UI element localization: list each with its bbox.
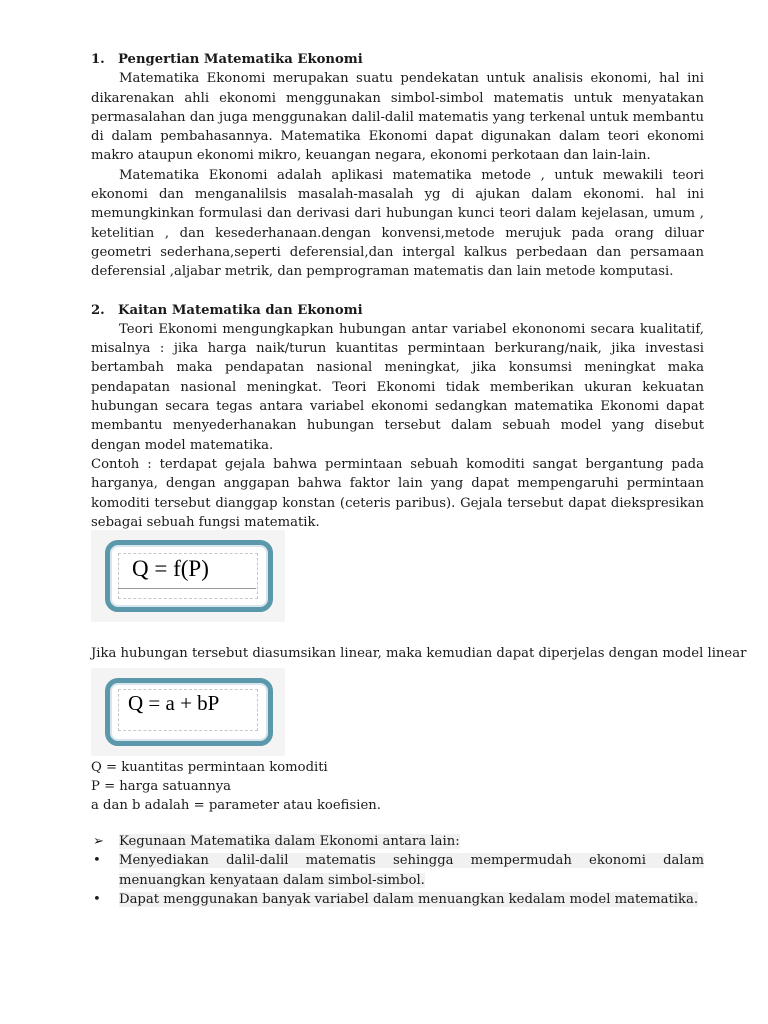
formula-1-image xyxy=(91,530,285,622)
list-item-text: Dapat menggunakan banyak variabel dalam menuangkan kedalam model matematika. xyxy=(119,891,699,907)
document-body xyxy=(91,50,704,532)
legend-p: P = harga satuannya xyxy=(91,779,232,794)
section-2-title: Kaitan Matematika dan Ekonomi xyxy=(118,302,363,318)
list-item-text: Menyediakan dalil-dalil matematis sehingga mempermudah ekonomi dalam menuangkan kenyataan dalam simbol-simbol. xyxy=(119,853,704,888)
formula-2-image xyxy=(91,668,285,756)
arrow-bullet-icon: ➢ xyxy=(93,834,105,849)
section-1-paragraph-2: Matematika Ekonomi adalah aplikasi matematika metode , untuk mewakili teori ekonomi dan menganalilsis masalah-masalah yg di ajukan dalam ekonomi. hal ini memungkinkan formulasi dan derivasi dari hubungan kunci teori dalam kejelasan, umum , ketelitian , dan kesederhanaan.dengan konvensi,metode merujuk pada orang diluar geometri sederhana,seperti deferensial,dan intergal kalkus perbedaan dan persamaan deferensial ,aljabar metrik, dan pemprograman matematis dan lain metode komputasi. xyxy=(91,167,704,280)
section-1-heading xyxy=(91,50,704,69)
list-item xyxy=(91,890,704,909)
formula-1-frame xyxy=(105,540,273,612)
bullet-icon: • xyxy=(93,891,101,907)
uses-list xyxy=(91,832,704,909)
uses-intro xyxy=(91,832,704,851)
section-1-title: Pengertian Matematika Ekonomi xyxy=(118,52,363,67)
formula-2-frame xyxy=(105,678,273,746)
section-2-example: Contoh : terdapat gejala bahwa permintaan sebuah komoditi sangat bergantung pada harganya, dengan anggapan bahwa faktor lain yang dapat mempengaruhi permintaan komoditi tersebut dianggap konstan (ceteris paribus). Gejala tersebut dapat diekspresikan sebagai sebuah fungsi matematik. xyxy=(91,456,704,530)
variable-legend xyxy=(91,758,381,815)
uses-intro-text: Kegunaan Matematika dalam Ekonomi antara lain: xyxy=(119,834,460,849)
linear-model-text: Jika hubungan tersebut diasumsikan linear, maka kemudian dapat diperjelas dengan model linear xyxy=(91,646,747,661)
section-1-paragraph-1: Matematika Ekonomi merupakan suatu pendekatan untuk analisis ekonomi, hal ini dikarenakan ahli ekonomi menggunakan simbol-simbol matematis untuk menyatakan permasalahan dan juga menggunakan dalil-dalil matematis yang terkenal untuk membantu di dalam pembahasannya. Matematika Ekonomi dapat digunakan dalam teori ekonomi makro ataupun ekonomi mikro, keuangan negara, ekonomi perkotaan dan lain-lain. xyxy=(91,71,704,164)
formula-1-text: Q = f(P) xyxy=(132,556,209,581)
section-2-number: 2. xyxy=(91,302,105,318)
formula-2-text: Q = a + bP xyxy=(128,691,220,715)
legend-ab: a dan b adalah = parameter atau koefisien. xyxy=(91,798,381,813)
section-2-heading xyxy=(91,301,704,320)
list-item xyxy=(91,851,704,890)
bullet-icon: • xyxy=(93,853,101,869)
legend-q: Q = kuantitas permintaan komoditi xyxy=(91,760,328,775)
section-1-number: 1. xyxy=(91,52,105,67)
section-2-paragraph: Teori Ekonomi mengungkapkan hubungan antar variabel ekononomi secara kualitatif, misalnya : jika harga naik/turun kuantitas permintaan berkurang/naik, jika investasi bertambah maka pendapatan nasional meningkat, jika konsumsi meningkat maka pendapatan nasional meningkat. Teori Ekonomi tidak memberikan ukuran kekuatan hubungan secara tegas antara variabel ekonomi sedangkan matematika Ekonomi dapat membantu menyederhanakan hubungan tersebut dalam sebuah model yang disebut dengan model matematika. xyxy=(91,321,704,453)
